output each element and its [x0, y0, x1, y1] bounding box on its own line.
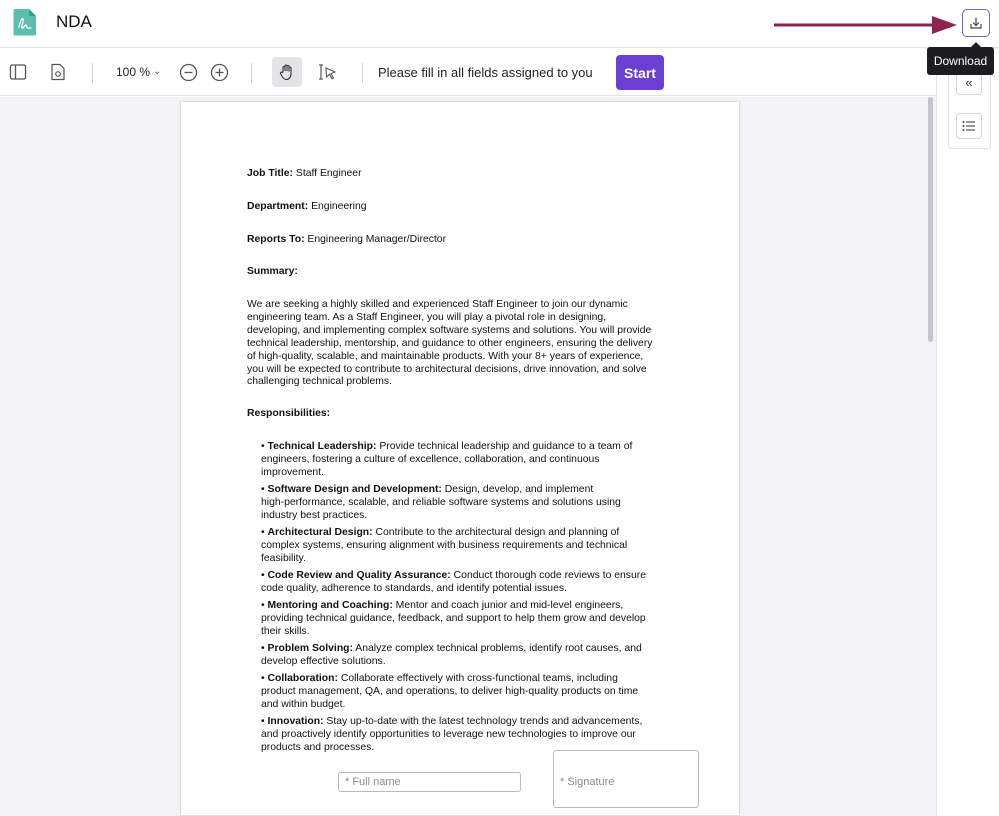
- zoom-level[interactable]: 100 %: [116, 65, 151, 79]
- zoom-out-button[interactable]: [177, 61, 199, 83]
- minus-circle-icon: [179, 63, 198, 82]
- sidebar-panel-icon: [9, 63, 27, 81]
- document-page: [180, 101, 740, 816]
- download-icon: [968, 15, 984, 31]
- department-line: Department: Engineering: [247, 201, 367, 212]
- download-tooltip: Download: [927, 47, 994, 75]
- select-tool-button[interactable]: [317, 61, 339, 83]
- signature-field[interactable]: * Signature: [553, 750, 699, 808]
- summary-heading: Summary:: [247, 266, 298, 277]
- document-title: NDA: [56, 12, 92, 31]
- document-gear-icon: [50, 63, 66, 81]
- top-bar: [0, 0, 999, 48]
- text-select-cursor-icon: [318, 63, 338, 81]
- list-item: • Innovation: Stay up-to-date with the latest technology trends and advancements, and proactively identify opportunities to leverage new technologies to improve our products and processes.: [261, 716, 643, 753]
- list-item: • Mentoring and Coaching: Mentor and coach junior and mid-level engineers, providing technical guidance, feedback, and support to help them grow and develop their skills.: [261, 600, 646, 637]
- annotation-arrow: [770, 14, 960, 36]
- hand-icon: [278, 63, 296, 81]
- list-item: • Code Review and Quality Assurance: Conduct thorough code reviews to ensure code quality, adherence to standards, and identify potential issues.: [261, 570, 647, 594]
- double-chevron-left-icon: «: [965, 74, 973, 90]
- pan-tool-button[interactable]: [272, 57, 302, 87]
- start-button[interactable]: Start: [616, 55, 664, 90]
- list-icon: [962, 120, 976, 132]
- fill-instruction: Please fill in all fields assigned to you: [378, 65, 593, 80]
- reports-to-line: Reports To: Engineering Manager/Director: [247, 234, 447, 245]
- toolbar-divider: [362, 63, 363, 83]
- responsibilities-heading: Responsibilities:: [247, 408, 331, 419]
- viewer-scrollbar[interactable]: [928, 97, 933, 342]
- outline-button[interactable]: [956, 113, 982, 139]
- full-name-field[interactable]: * Full name: [338, 772, 521, 792]
- page-settings-button[interactable]: [47, 61, 69, 83]
- toolbar: [0, 49, 936, 96]
- list-item: • Technical Leadership: Provide technical leadership and guidance to a team of engineers, fostering a culture of excellence, collaboration, and continuous improvement.: [261, 441, 633, 478]
- list-item: • Collaboration: Collaborate effectively with cross-functional teams, including product management, QA, and operations, to deliver high-quality products on time and within budget.: [261, 673, 639, 710]
- zoom-dropdown-icon[interactable]: ⌄: [153, 66, 162, 77]
- zoom-in-button[interactable]: [208, 61, 230, 83]
- list-item: • Software Design and Development: Design, develop, and implement high-performance, scalable, and reliable software systems and solutions using industry best practices.: [261, 484, 621, 521]
- job-title-line: Job Title: Staff Engineer: [247, 168, 362, 179]
- summary-paragraph: We are seeking a highly skilled and experienced Staff Engineer to join our dynamic engineering team. As a Staff Engineer, you will play a pivotal role in designing, developing, and implementing complex software systems and solutions. You will provide technical leadership, mentorship, and guidance to other engineers, ensuring the delivery of high-quality, scalable, and maintainable products. With your 8+ years of experience, you will be expected to contribute to architectural decisions, drive innovation, and solve challenging technical problems.: [247, 299, 653, 388]
- list-item: • Problem Solving: Analyze complex technical problems, identify root causes, and develop effective solutions.: [261, 643, 642, 667]
- toolbar-divider: [92, 63, 93, 83]
- list-item: • Architectural Design: Contribute to the architectural design and planning of complex systems, ensuring alignment with business requirements and technical feasibility.: [261, 527, 628, 564]
- right-rail: [936, 49, 999, 816]
- sidebar-toggle-button[interactable]: [7, 61, 29, 83]
- toolbar-divider: [251, 63, 252, 83]
- download-button[interactable]: [962, 9, 990, 37]
- plus-circle-icon: [210, 63, 229, 82]
- document-logo-icon: [12, 8, 38, 36]
